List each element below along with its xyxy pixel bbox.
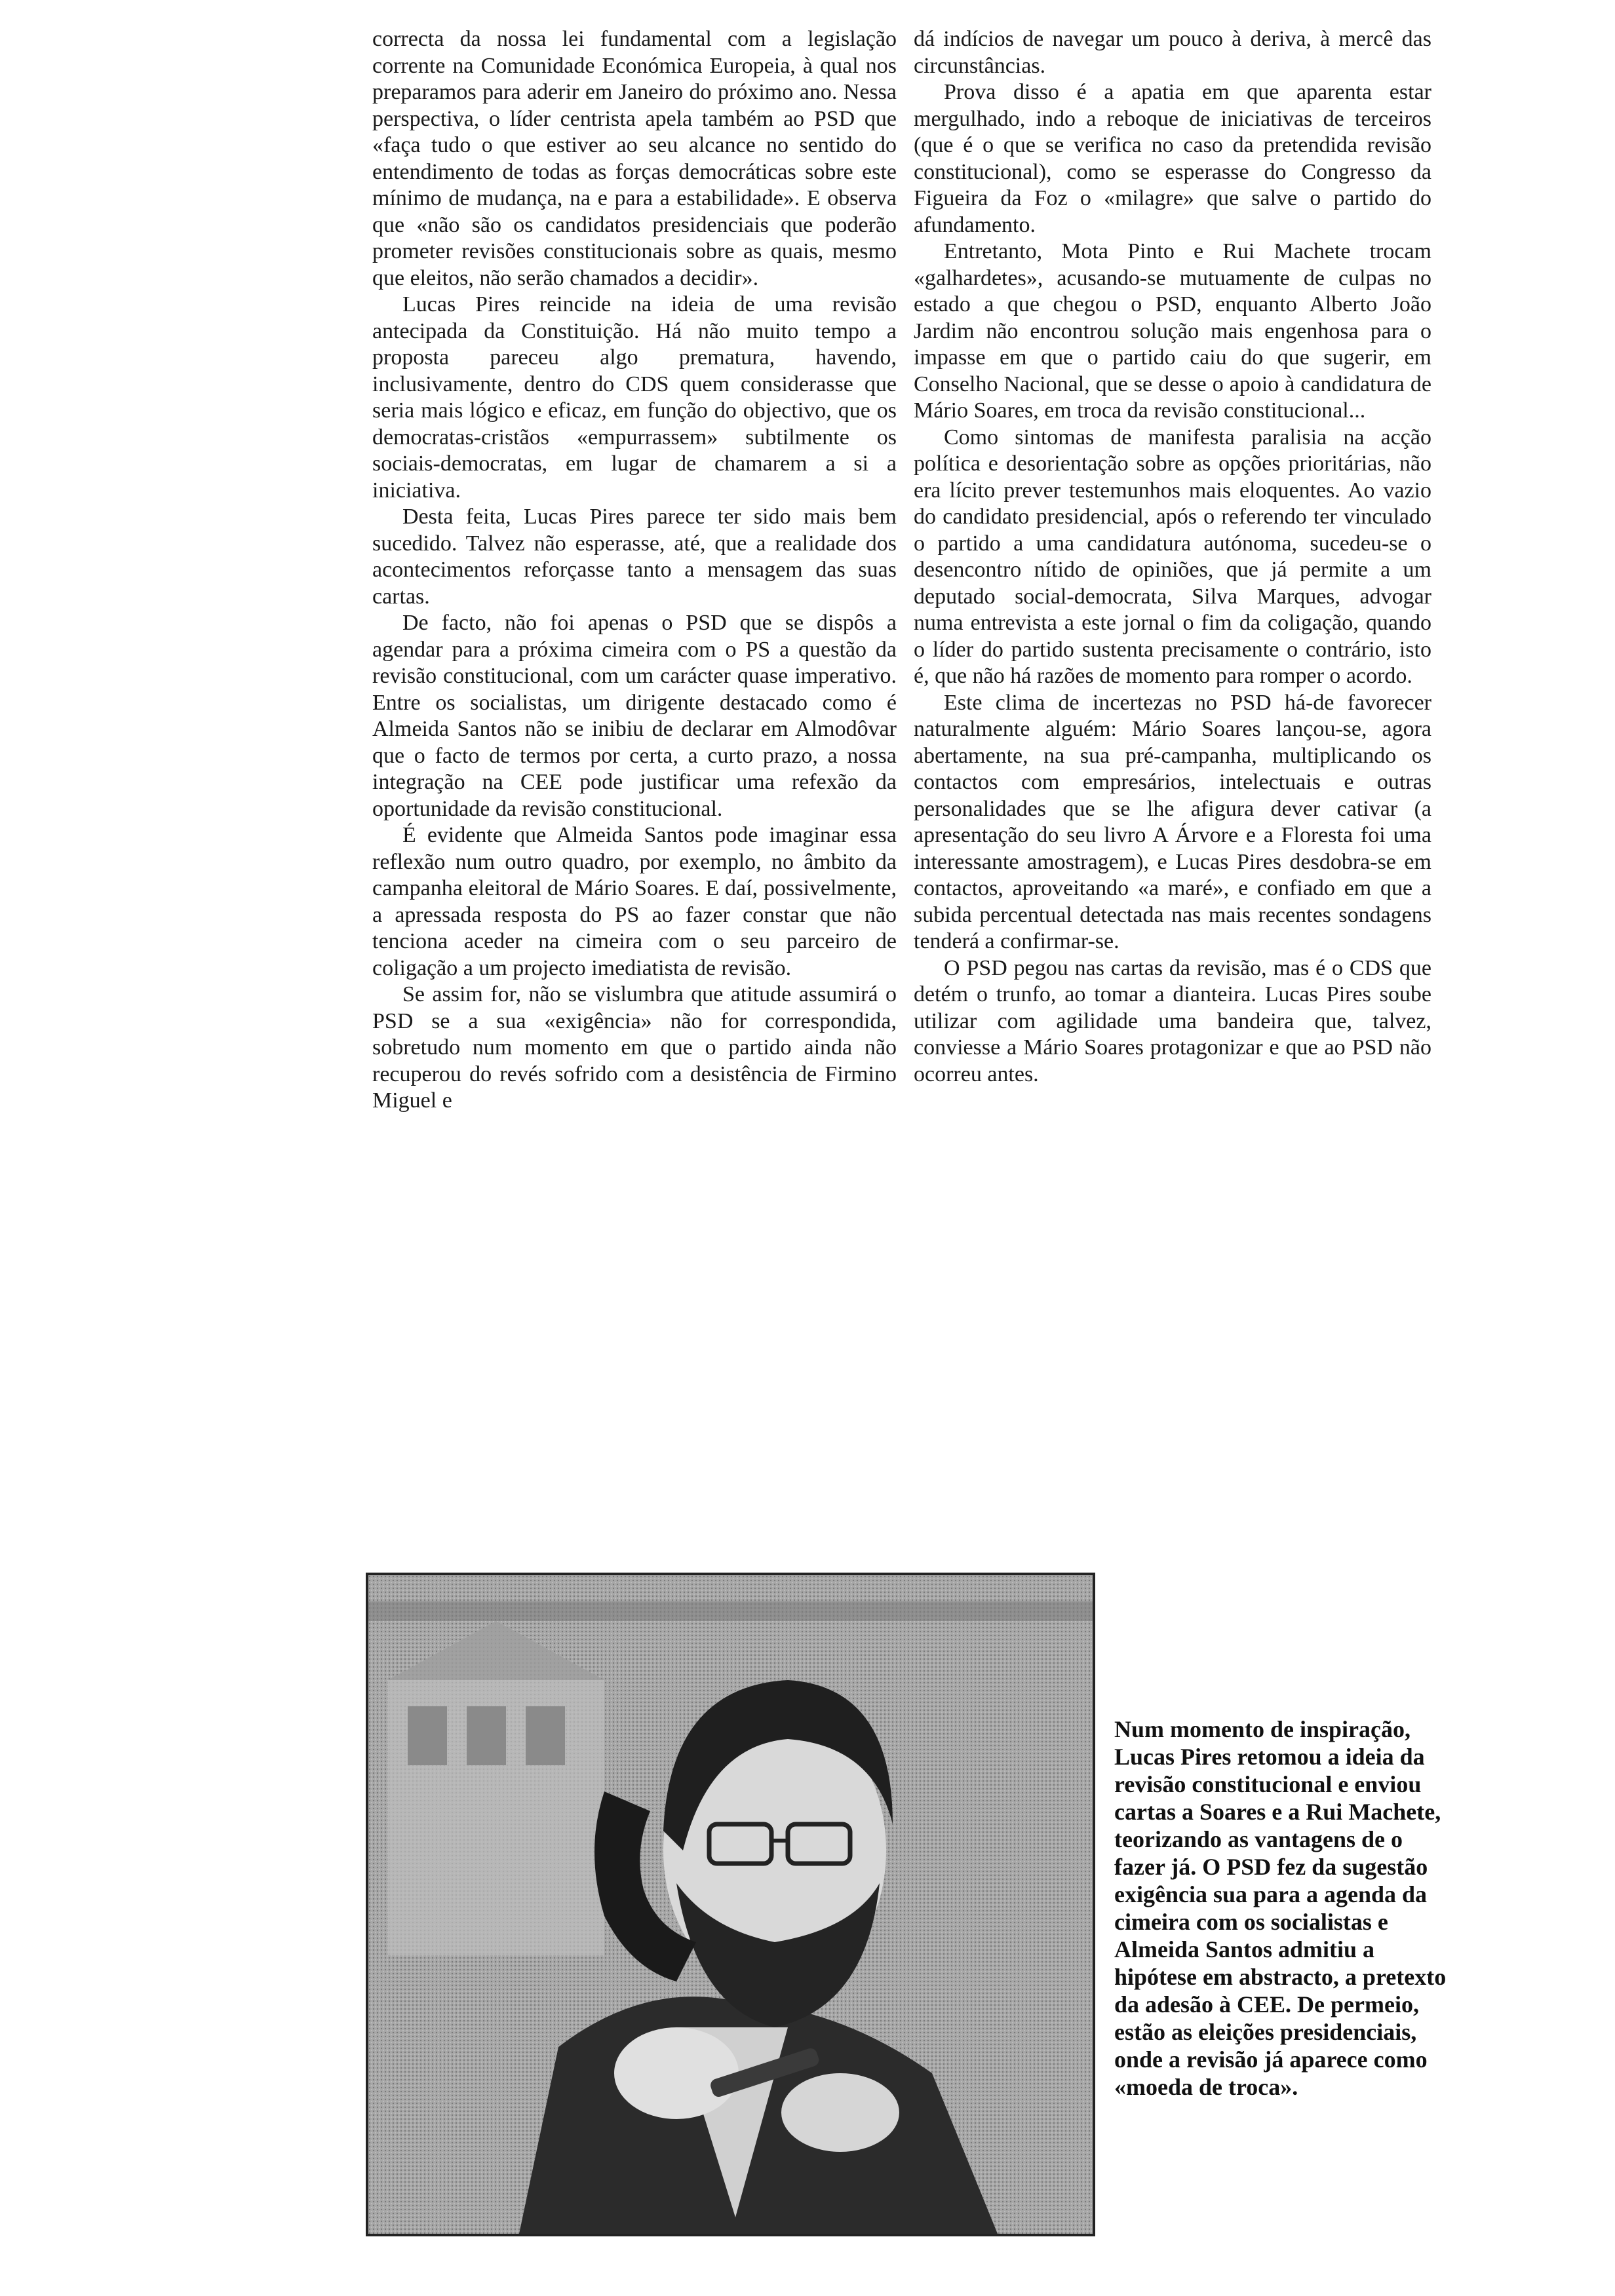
article-left-column [372, 26, 897, 1115]
article-paragraph: De facto, não foi apenas o PSD que se dispôs a agendar para a próxima cimeira com o PS a questão da revisão constitucional, com um carácter quase imperativo. Entre os socialistas, um dirigente destacado como é Almeida Santos não se inibiu de declarar em Almodôvar que o facto de termos por certa, a curto prazo, a nossa integração na CEE pode justificar uma refexão da oportunidade da revisão constitucional. [372, 611, 897, 821]
article-paragraph: Lucas Pires reincide na ideia de uma revisão antecipada da Constituição. Há não muito tempo a proposta pareceu algo prematura, havendo, inclusivamente, dentro do CDS quem considerasse que seria mais lógico e eficaz, em função do objectivo, que os democratas-cristãos «empurrassem» subtilmente os sociais-democratas, em lugar de chamarem a si a iniciativa. [372, 292, 897, 503]
portrait-photo [366, 1573, 1095, 2236]
article-paragraph: Como sintomas de manifesta paralisia na acção política e desorientação sobre as opções prioritárias, não era lícito prever testemunhos mais eloquentes. Ao vazio do candidato presidencial, após o referendo ter vinculado o partido a uma candidatura autónoma, sucedeu-se o desencontro nítido de opiniões, que já permite a um deputado social-democrata, Silva Marques, advogar numa entrevista a este jornal o fim da coligação, quando o líder do partido sustenta precisamente o contrário, isto é, que não há razões de momento para romper o acordo. [914, 425, 1431, 688]
photo-caption: Num momento de inspiração, Lucas Pires retomou a ideia da revisão constitucional e enviou cartas a Soares e a Rui Machete, teorizando as vantagens de o fazer já. O PSD fez da sugestão exigência sua para a agenda da cimeira com os socialistas e Almeida Santos admitiu a hipótese em abstracto, a pretexto da adesão à CEE. De permeio, estão as eleições presidenciais, onde a revisão já aparece como «moeda de troca». [1114, 1716, 1447, 2100]
article-paragraph: O PSD pegou nas cartas da revisão, mas é o CDS que detém o trunfo, ao tomar a dianteira. Lucas Pires soube utilizar com agilidade uma bandeira que, talvez, conviesse a Mário Soares protagonizar e que ao PSD não ocorreu antes. [914, 955, 1431, 1086]
article-paragraph: É evidente que Almeida Santos pode imaginar essa reflexão num outro quadro, por exemplo, no âmbito da campanha eleitoral de Mário Soares. E daí, possivelmente, a apressada resposta do PS ao fazer constar que não tenciona aceder na cimeira com o seu parceiro de coligação a um projecto imediatista de revisão. [372, 823, 897, 980]
article-paragraph: dá indícios de navegar um pouco à deriva, à mercê das circunstâncias. [914, 27, 1431, 78]
article-paragraph: Desta feita, Lucas Pires parece ter sido mais bem sucedido. Talvez não esperasse, até, que a realidade dos acontecimentos reforçasse tanto a mensagem das suas cartas. [372, 505, 897, 609]
portrait-illustration [368, 1575, 1093, 2234]
article-paragraph: Prova disso é a apatia em que aparenta estar mergulhado, indo a reboque de iniciativas de terceiros (que é o que se verifica no caso da pretendida revisão constitucional), como se esperasse do Congresso da Figueira da Foz o «milagre» que salve o partido do afundamento. [914, 80, 1431, 237]
article-right-column [914, 26, 1431, 1088]
article-paragraph: Entretanto, Mota Pinto e Rui Machete trocam «galhardetes», acusando-se mutuamente de culpas no estado a que chegou o PSD, enquanto Alberto João Jardim não encontrou solução mais engenhosa para o impasse em que o partido caiu do que sugerir, em Conselho Nacional, que se desse o apoio à candidatura de Mário Soares, em troca da revisão constitucional... [914, 239, 1431, 423]
article-paragraph: Se assim for, não se vislumbra que atitude assumirá o PSD se a sua «exigência» não for correspondida, sobretudo num momento em que o partido ainda não recuperou do revés sofrido com a desistência de Firmino Miguel e [372, 982, 897, 1113]
article-paragraph: Este clima de incertezas no PSD há-de favorecer naturalmente alguém: Mário Soares lançou-se, agora abertamente, na sua pré-campanha, multiplicando os contactos com empresários, intelectuais e outras personalidades que se lhe afigura dever cativar (a apresentação do seu livro A Árvore e a Floresta foi uma interessante amostragem), e Lucas Pires desdobra-se em contactos, aproveitando «a maré», e confiado em que a subida percentual detectada nas mais recentes sondagens tenderá a confirmar-se. [914, 690, 1431, 953]
article-paragraph: correcta da nossa lei fundamental com a legislação corrente na Comunidade Económica Europeia, à qual nos preparamos para aderir em Janeiro do próximo ano. Nessa perspectiva, o líder centrista apela também ao PSD que «faça tudo o que estiver ao seu alcance no sentido do entendimento de todas as forças democráticas sobre este mínimo de mudança, na e para a estabilidade». E observa que «não são os candidatos presidenciais que poderão prometer revisões constitucionais sobre as quais, mesmo que eleitos, não serão chamados a decidir». [372, 27, 897, 290]
